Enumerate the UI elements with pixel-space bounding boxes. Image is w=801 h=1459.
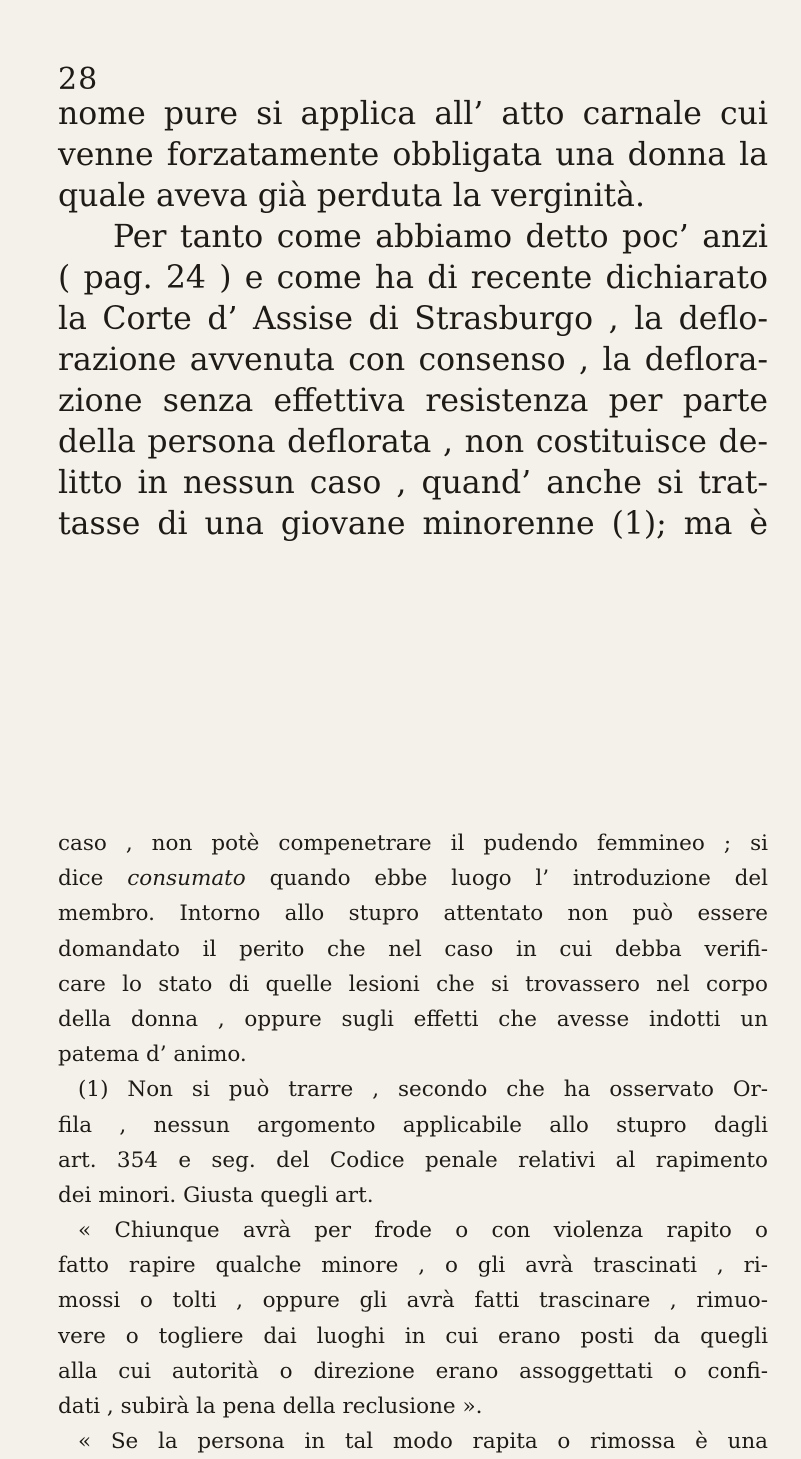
footnote-1-line: (1) Non si può trarre , secondo che ha osservato Or- xyxy=(78,1077,768,1103)
quote-line: « Chiunque avrà per frode o con violenza rapito o xyxy=(78,1218,768,1244)
main-line: della persona deflorata , non costituisce de- xyxy=(58,424,768,460)
note-line: domandato il perito che nel caso in cui debba verifi- xyxy=(58,936,768,962)
quote-line: mossi o tolti , oppure gli avrà fatti trascinare , rimuo- xyxy=(58,1288,768,1314)
quote-line: alla cui autorità o direzione erano assoggettati o confi- xyxy=(58,1358,768,1384)
footnote-text xyxy=(58,826,768,1459)
main-line: Per tanto come abbiamo detto poc’ anzi xyxy=(113,219,768,255)
italic-term: consumato xyxy=(127,866,246,892)
main-line: razione avvenuta con consenso , la deflora- xyxy=(58,342,768,378)
main-line: quale aveva già perduta la verginità. xyxy=(58,178,645,214)
quote-line: « Se la persona in tal modo rapita o rimossa è una xyxy=(78,1429,768,1455)
main-line: tasse di una giovane minorenne (1); ma è xyxy=(58,506,768,542)
note-text-segment: quando ebbe luogo l’ introduzione del xyxy=(245,866,768,892)
page-number: 28 xyxy=(58,62,99,97)
main-text xyxy=(58,94,768,545)
main-line: litto in nessun caso , quand’ anche si trat- xyxy=(58,465,768,501)
main-line: la Corte d’ Assise di Strasburgo , la deflo- xyxy=(58,301,768,337)
quote-line: fatto rapire qualche minore , o gli avrà trascinati , ri- xyxy=(58,1253,768,1279)
note-line: dei minori. Giusta quegli art. xyxy=(58,1182,374,1208)
note-text-segment: dice xyxy=(58,866,128,892)
main-line: zione senza effettiva resistenza per parte xyxy=(58,383,768,419)
note-line: della donna , oppure sugli effetti che avesse indotti un xyxy=(58,1006,768,1032)
note-line: membro. Intorno allo stupro attentato non può essere xyxy=(58,901,768,927)
note-line: caso , non potè compenetrare il pudendo femmineo ; si xyxy=(58,831,768,856)
note-line: art. 354 e seg. del Codice penale relativi al rapimento xyxy=(58,1147,768,1173)
main-line: venne forzatamente obbligata una donna la xyxy=(58,137,768,173)
note-line: patema d’ animo. xyxy=(58,1042,247,1068)
quote-line: vere o togliere dai luoghi in cui erano posti da quegli xyxy=(58,1323,768,1349)
note-line xyxy=(58,861,768,896)
note-line: care lo stato di quelle lesioni che si trovassero nel corpo xyxy=(58,971,768,997)
main-line: nome pure si applica all’ atto carnale cui xyxy=(58,96,768,132)
main-line: ( pag. 24 ) e come ha di recente dichiarato xyxy=(58,260,768,296)
quote-line: dati , subirà la pena della reclusione ». xyxy=(58,1394,483,1419)
note-line: fila , nessun argomento applicabile allo stupro dagli xyxy=(58,1112,768,1138)
